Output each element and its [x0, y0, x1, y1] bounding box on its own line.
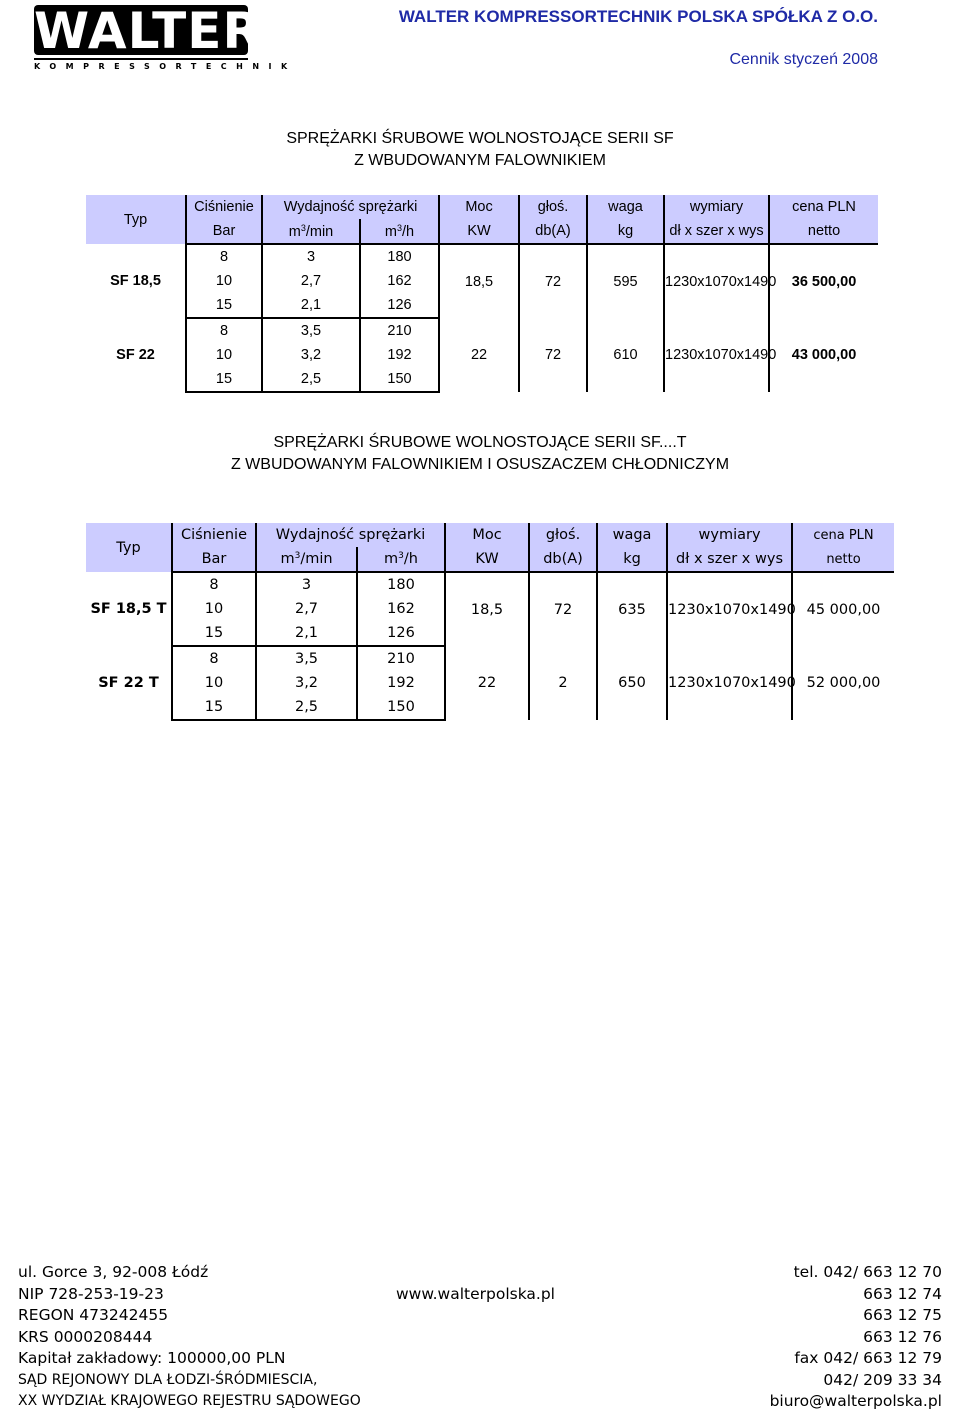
- header-power-unit: KW: [445, 547, 529, 572]
- footer-court-line1: SĄD REJONOWY DLA ŁODZI-ŚRÓDMIESCIA,: [18, 1371, 318, 1388]
- footer-fax: fax 042/ 663 12 79: [794, 1349, 942, 1367]
- product-type: SF 22 T: [98, 675, 159, 691]
- capacity-min-value: 3,5: [262, 318, 360, 343]
- product-type: SF 18,5 T: [90, 601, 167, 617]
- header-noise-unit: db(A): [529, 547, 597, 572]
- section2-title-line1: SPRĘŻARKI ŚRUBOWE WOLNOSTOJĄCE SERII SF....T: [273, 434, 687, 451]
- header-dims-unit: dł x szer x wys: [667, 547, 792, 572]
- price-table-sf: [86, 195, 878, 393]
- capacity-h-value: 150: [357, 695, 445, 720]
- pressure-value: 10: [172, 671, 256, 695]
- header-capacity: Wydajność sprężarki: [256, 523, 445, 547]
- footer-tel: tel. 042/ 663 12 70: [793, 1263, 942, 1281]
- footer-company-info: [18, 1262, 361, 1413]
- noise-value: 72: [519, 244, 587, 318]
- price-table-sft: [86, 523, 894, 721]
- weight-value: 610: [587, 318, 664, 392]
- header-pressure: Ciśnienie: [172, 523, 256, 547]
- noise-value: 72: [529, 572, 597, 646]
- capacity-min-value: 3: [262, 244, 360, 269]
- capacity-h-value: 180: [357, 572, 445, 597]
- section1-title-line2: Z WBUDOWANYM FALOWNIKIEM: [354, 152, 606, 169]
- pressure-value: 8: [186, 318, 262, 343]
- section2-title: [0, 432, 960, 476]
- header-price-unit: netto: [769, 219, 878, 244]
- header-weight-unit: kg: [597, 547, 667, 572]
- dims-value: 1230x1070x1490: [667, 646, 792, 720]
- product-type: SF 18,5: [110, 273, 161, 289]
- table-row: [86, 244, 878, 269]
- pressure-value: 15: [186, 293, 262, 318]
- pressure-value: 15: [186, 367, 262, 392]
- header-pressure: Ciśnienie: [186, 195, 262, 219]
- header-weight: waga: [587, 195, 664, 219]
- power-value: 22: [445, 646, 529, 720]
- dims-value: 1230x1070x1490: [664, 244, 769, 318]
- weight-value: 595: [587, 244, 664, 318]
- capacity-min-value: 3,2: [262, 343, 360, 367]
- weight-value: 635: [597, 572, 667, 646]
- capacity-min-value: 2,5: [262, 367, 360, 392]
- header-capacity-min-unit: $m^3/\min$: [262, 219, 360, 244]
- header-dims: wymiary: [664, 195, 769, 219]
- footer-nip: NIP 728-253-19-23: [18, 1284, 164, 1303]
- dims-value: 1230x1070x1490: [664, 318, 769, 392]
- logo-wordmark: WALTER: [34, 2, 262, 60]
- header-capacity-h-unit: $m^3/h$: [357, 547, 445, 572]
- capacity-h-value: 162: [357, 597, 445, 621]
- header-dims: wymiary: [667, 523, 792, 547]
- unit-rest: /h: [402, 223, 415, 240]
- unit-base: m: [280, 551, 295, 567]
- header-noise: głoś.: [519, 195, 587, 219]
- capacity-min-value: 2,5: [256, 695, 357, 720]
- unit-base: m: [288, 223, 301, 240]
- header-capacity: Wydajność sprężarki: [262, 195, 439, 219]
- header-typ: Typ: [86, 195, 186, 244]
- capacity-min-value: 2,1: [262, 293, 360, 318]
- header-price: cena PLN: [792, 523, 894, 547]
- footer-tel3: 663 12 75: [863, 1306, 942, 1324]
- header-capacity-min-unit: $m^3/\min$: [256, 547, 357, 572]
- noise-value: 2: [529, 646, 597, 720]
- header-noise-unit: db(A): [519, 219, 587, 244]
- pressure-value: 8: [186, 244, 262, 269]
- footer-address: ul. Gorce 3, 92-008 Łódź: [18, 1263, 209, 1281]
- footer-website-link[interactable]: www.walterpolska.pl: [396, 1284, 555, 1303]
- pressure-value: 10: [186, 269, 262, 293]
- table-row: [86, 318, 878, 343]
- capacity-h-value: 162: [360, 269, 439, 293]
- product-type: SF 22: [116, 347, 155, 363]
- company-logo: [34, 2, 297, 71]
- capacity-min-value: 2,7: [256, 597, 357, 621]
- weight-value: 650: [597, 646, 667, 720]
- capacity-min-value: 3,2: [256, 671, 357, 695]
- footer-court-line2: XX WYDZIAŁ KRAJOWEGO REJESTRU SĄDOWEGO: [18, 1393, 361, 1409]
- pressure-value: 10: [172, 597, 256, 621]
- capacity-h-value: 192: [357, 671, 445, 695]
- power-value: 18,5: [439, 244, 519, 318]
- footer-tel4: 663 12 76: [863, 1327, 942, 1346]
- section1-title: [0, 128, 960, 172]
- capacity-h-value: 210: [360, 318, 439, 343]
- dims-value: 1230x1070x1490: [667, 572, 792, 646]
- unit-rest: /min: [305, 223, 334, 240]
- capacity-h-value: 150: [360, 367, 439, 392]
- footer-email-link[interactable]: biuro@walterpolska.pl: [769, 1392, 942, 1410]
- header-weight-unit: kg: [587, 219, 664, 244]
- capacity-h-value: 126: [360, 293, 439, 318]
- capacity-h-value: 180: [360, 244, 439, 269]
- noise-value: 72: [519, 318, 587, 392]
- pricelist-date: Cennik styczeń 2008: [729, 51, 878, 68]
- pressure-value: 10: [186, 343, 262, 367]
- table-row: [86, 572, 894, 597]
- power-value: 22: [439, 318, 519, 392]
- header-capacity-h-unit: $m^3/h$: [360, 219, 439, 244]
- footer-fax2: 042/ 209 33 34: [823, 1370, 942, 1389]
- footer-tel2: 663 12 74: [863, 1284, 942, 1303]
- section2-title-line2: Z WBUDOWANYM FALOWNIKIEM I OSUSZACZEM CHŁODNICZYM: [230, 456, 730, 473]
- power-value: 18,5: [445, 572, 529, 646]
- capacity-min-value: 2,1: [256, 621, 357, 646]
- section1-title-line1: SPRĘŻARKI ŚRUBOWE WOLNOSTOJĄCE SERII SF: [286, 130, 674, 147]
- header-power: Moc: [439, 195, 519, 219]
- pressure-value: 8: [172, 572, 256, 597]
- header-dims-unit: dł x szer x wys: [664, 219, 769, 244]
- header-weight: waga: [597, 523, 667, 547]
- capacity-h-value: 210: [357, 646, 445, 671]
- header-pressure-unit: Bar: [186, 219, 262, 244]
- unit-rest: /h: [403, 551, 418, 567]
- header-power: Moc: [445, 523, 529, 547]
- capacity-min-value: 2,7: [262, 269, 360, 293]
- capacity-min-value: 3,5: [256, 646, 357, 671]
- footer-regon: REGON 473242455: [18, 1306, 169, 1324]
- header-pressure-unit: Bar: [172, 547, 256, 572]
- capacity-h-value: 126: [357, 621, 445, 646]
- company-name: WALTER KOMPRESSORTECHNIK POLSKA SPÓŁKA Z O.O.: [398, 7, 878, 26]
- pressure-value: 8: [172, 646, 256, 671]
- price-value: 36 500,00: [769, 244, 878, 318]
- footer-contact: [770, 1262, 942, 1413]
- capacity-min-value: 3: [256, 572, 357, 597]
- footer-capital: Kapitał zakładowy: 100000,00 PLN: [18, 1349, 286, 1367]
- price-value: 45 000,00: [792, 572, 894, 646]
- capacity-h-value: 192: [360, 343, 439, 367]
- header-price: cena PLN: [769, 195, 878, 219]
- unit-base: m: [384, 223, 397, 240]
- table-row: [86, 646, 894, 671]
- header-typ: Typ: [86, 523, 172, 572]
- unit-rest: /min: [300, 551, 333, 567]
- pressure-value: 15: [172, 695, 256, 720]
- header-noise: głoś.: [529, 523, 597, 547]
- header-power-unit: KW: [439, 219, 519, 244]
- price-value: 43 000,00: [769, 318, 878, 392]
- header-price-unit: netto: [792, 547, 894, 572]
- price-value: 52 000,00: [792, 646, 894, 720]
- logo-subtitle: KOMPRESSORTECHNIK: [34, 58, 248, 74]
- footer: [18, 1262, 942, 1412]
- footer-krs: KRS 0000208444: [18, 1327, 153, 1346]
- unit-base: m: [384, 551, 399, 567]
- pressure-value: 15: [172, 621, 256, 646]
